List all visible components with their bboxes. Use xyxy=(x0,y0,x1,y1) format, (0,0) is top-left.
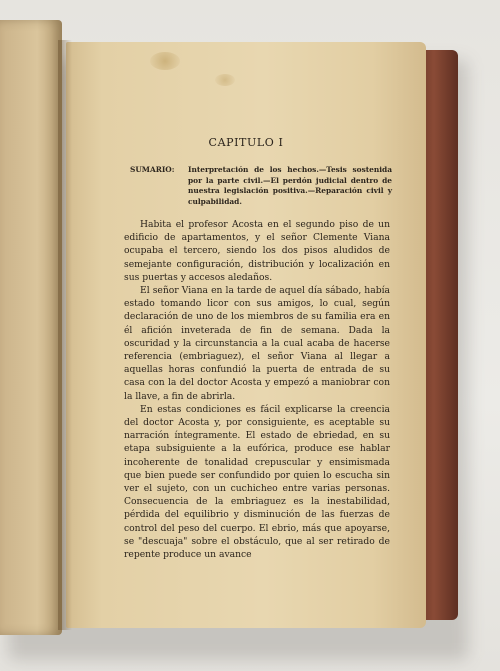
paragraph: Habita el profesor Acosta en el segundo piso de un edificio de apartamentos, y el señor Clemente Viana ocupaba el tercero, siendo los dos pisos aludidos de semejante configuración, distribución y localización en sus puertas y accesos aledaños. xyxy=(124,219,390,283)
paper-stain xyxy=(215,74,235,86)
summary-text: Interpretación de los hechos.—Tesis sostenida por la parte civil.—El perdón judicial dentro de nuestra legislación positiva.—Reparación civil y culpabilidad. xyxy=(188,165,392,206)
paragraph: El señor Viana en la tarde de aquel día sábado, había estado tomando licor con sus amigos, lo cual, según declaración de uno de los miembros de su familia era en él afición inveterada de fin de semana. Dada la oscuridad y la circunstancia a la cual acaba de hacerse referencia (embriaguez), el señor Viana al llegar a aquellas horas confundió la puerta de entrada de su casa con la del doctor Acosta y empezó a maniobrar con la llave, a fin de abrirla. xyxy=(124,285,390,402)
chapter-title: CAPITULO I xyxy=(208,136,284,149)
book-gutter xyxy=(58,40,72,630)
left-page xyxy=(0,20,62,635)
body-text xyxy=(124,218,390,561)
paper-stain xyxy=(150,52,180,70)
paragraph: En estas condiciones es fácil explicarse la creencia del doctor Acosta y, por consiguiente, es aceptable su narración íntegramente. El estado de ebriedad, en su etapa subsiguiente a la eufórica, produce ese hablar incoherente de tonalidad crepuscular y ensimismada que bien puede ser confundido por quien lo escucha sin ver el sujeto, con un cuchicheo entre varias personas. Consecuencia de la embriaguez es la inestabilidad, pérdida del equilibrio y disminución de las fuerzas de control del peso del cuerpo. El ebrio, más que apoyarse, se "descuaja" sobre el obstáculo, que al ser retirado de repente produce un avance xyxy=(124,403,390,561)
summary-label: SUMARIO: xyxy=(130,165,175,174)
